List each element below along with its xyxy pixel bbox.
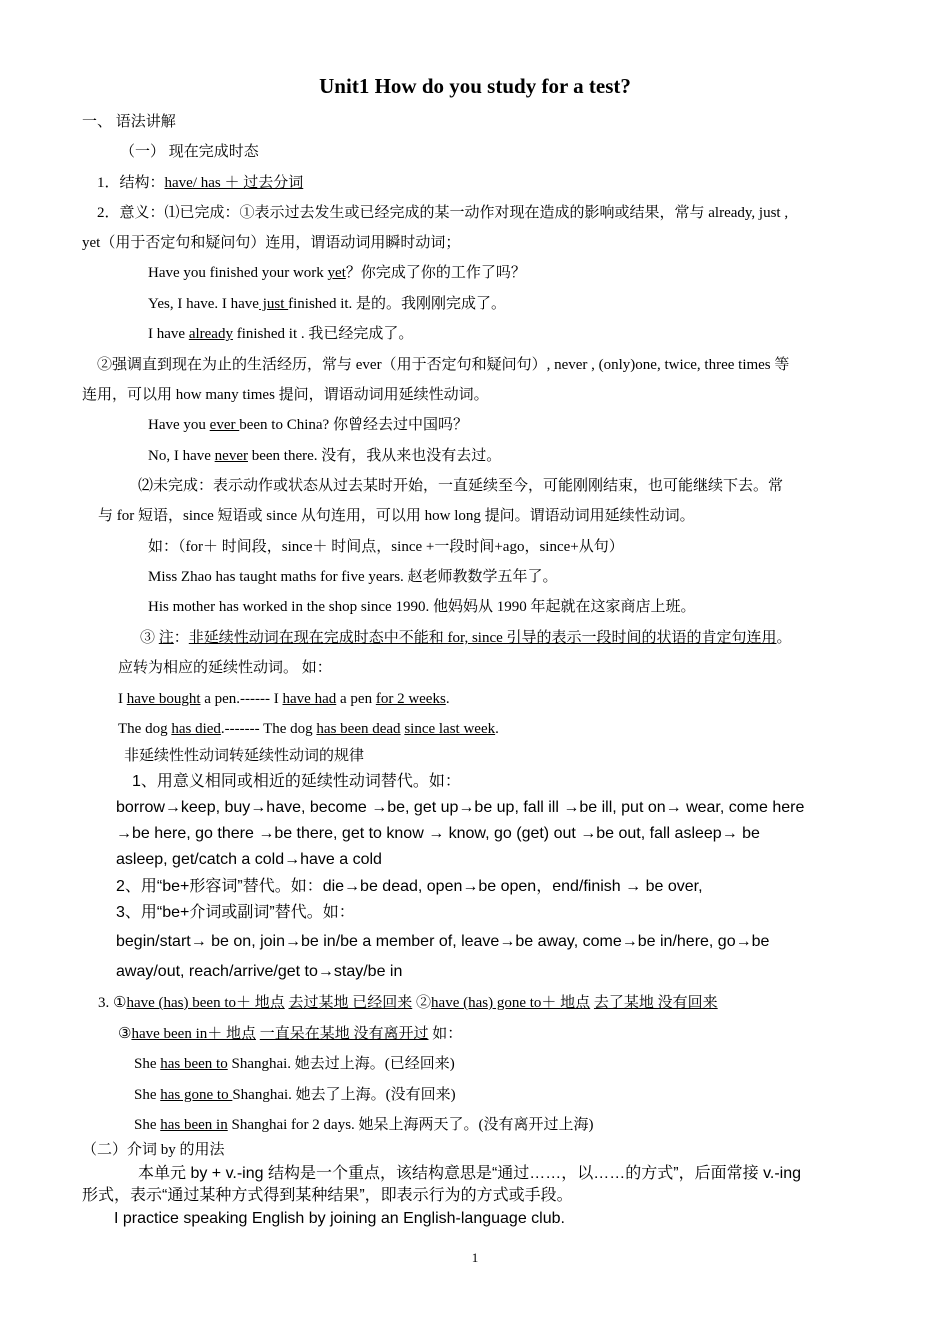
- example-line: [148, 263, 526, 283]
- text-run: Have you: [148, 417, 210, 433]
- text-run: （二）介词 by 的用法: [82, 1142, 225, 1158]
- text-run: a pen.------ I: [200, 691, 283, 707]
- underlined-term: has been dead: [316, 721, 401, 737]
- text-line: [138, 1164, 801, 1184]
- text-run: been there. 没有，我从来也没有去过。: [247, 448, 502, 464]
- text-line: [138, 476, 783, 496]
- rule-line: [116, 824, 760, 844]
- text-run: 2、用“be+形容词”替代。如：die→be dead, open→be open，end/finish → be over,: [116, 878, 703, 895]
- example-line: [148, 294, 506, 314]
- example-line: [148, 415, 468, 435]
- underlined-term: have/ has ＋ 过去分词: [164, 175, 304, 191]
- underlined-term: 去了某地 没有回来: [593, 995, 718, 1011]
- text-run: a pen: [336, 691, 376, 707]
- text-run: No, I have: [148, 448, 215, 464]
- text-line: [118, 1024, 462, 1044]
- underlined-term: have (has) been to＋ 地点: [126, 995, 285, 1011]
- subsection-heading-by: [82, 1140, 225, 1160]
- rule-line: [116, 798, 804, 818]
- note-line: [140, 628, 792, 648]
- text-run: ③: [118, 1026, 132, 1042]
- underlined-term: yet: [327, 265, 346, 281]
- underlined-term: since last week: [404, 721, 496, 737]
- text-line: [124, 746, 364, 766]
- underlined-term: just: [258, 296, 289, 312]
- text-run: →be here, go there →be there, get to know → know, go (get) out →be out, fall asleep→ be: [116, 825, 760, 842]
- underlined-term: 去过某地 已经回来: [288, 995, 413, 1011]
- text-line: [98, 506, 695, 526]
- example-line: [134, 1085, 456, 1105]
- example-line: [148, 567, 558, 587]
- text-run: Miss Zhao has taught maths for five years. 赵老师教数学五年了。: [148, 569, 558, 585]
- text-run: 连用，可以用 how many times 提问，谓语动词用延续性动词。: [82, 387, 489, 403]
- text-line: [82, 385, 489, 405]
- text-run: 非延续性性动词转延续性动词的规律: [124, 748, 365, 764]
- rule-line: [116, 932, 769, 952]
- text-run: borrow→keep, buy→have, become →be, get up→be up, fall ill →be ill, put on→ wear, come here: [116, 799, 805, 816]
- rule-line: [132, 772, 461, 792]
- text-run: 3. ①: [98, 995, 127, 1011]
- underlined-term: never: [214, 448, 248, 464]
- text-run: asleep, get/catch a cold→have a cold: [116, 851, 382, 868]
- text-run: Shanghai for 2 days. 她呆上海两天了。(没有离开过上海): [227, 1117, 594, 1133]
- underlined-term: has died: [171, 721, 221, 737]
- text-run: Have you finished your work: [148, 265, 328, 281]
- text-run: .: [445, 691, 450, 707]
- rule-line: [116, 877, 703, 897]
- text-run: ⑵未完成：表示动作或状态从过去某时开始，一直延续至今，可能刚刚结束，也可能继续下去。常: [138, 478, 784, 494]
- text-run: Yes, I have. I have: [148, 296, 259, 312]
- text-run: The dog: [118, 721, 172, 737]
- underlined-term: 一直呆在某地 没有离开过: [259, 1026, 429, 1042]
- text-run: finished it. 是的。我刚刚完成了。: [288, 296, 507, 312]
- text-run: I practice speaking English by joining an English-language club.: [114, 1210, 565, 1227]
- example-line: [134, 1115, 594, 1135]
- document-title: Unit1 How do you study for a test?: [319, 74, 631, 98]
- text-run: She: [134, 1087, 161, 1103]
- text-line: [97, 355, 789, 375]
- text-run: 1．结构：: [97, 175, 165, 191]
- example-line: [118, 689, 450, 709]
- text-line: [82, 1186, 573, 1206]
- text-run: 本单元 by + v.-ing 结构是一个重点，该结构意思是“通过……，以……的方式”，后面常接 v.-ing: [138, 1165, 802, 1182]
- underlined-term: 注: [158, 630, 174, 646]
- example-line: [148, 597, 695, 617]
- text-run: Shanghai. 她去过上海。(已经回来): [227, 1056, 455, 1072]
- text-run: ：: [173, 630, 189, 646]
- text-run: 。: [776, 630, 792, 646]
- subsection-heading-present-perfect: [120, 142, 259, 162]
- text-line: [97, 203, 788, 223]
- text-line: [97, 173, 303, 193]
- example-line: [134, 1054, 455, 1074]
- underlined-term: has been to: [160, 1056, 228, 1072]
- text-run: She: [134, 1117, 161, 1133]
- text-run: She: [134, 1056, 161, 1072]
- underlined-term: already: [188, 326, 233, 342]
- text-run: 应转为相应的延续性动词。 如：: [118, 660, 332, 676]
- text-run: 一、 语法讲解: [82, 114, 176, 130]
- text-line: [148, 537, 624, 557]
- underlined-term: have bought: [126, 691, 201, 707]
- example-line: [118, 719, 499, 739]
- text-run: Shanghai. 她去了上海。(没有回来): [232, 1087, 456, 1103]
- example-line: [148, 324, 413, 344]
- underlined-term: have (has) gone to＋ 地点: [431, 995, 591, 1011]
- text-run: I: [118, 691, 127, 707]
- underlined-term: has been in: [160, 1117, 228, 1133]
- text-run: finished it . 我已经完成了。: [232, 326, 414, 342]
- text-run: His mother has worked in the shop since 1990. 他妈妈从 1990 年起就在这家商店上班。: [148, 599, 696, 615]
- text-run: begin/start→ be on, join→be in/be a member of, leave→be away, come→be in/here, go→be: [116, 933, 770, 950]
- text-run: .: [495, 721, 499, 737]
- example-line: [114, 1209, 565, 1229]
- text-line: [118, 658, 332, 678]
- text-run: ？你完成了你的工作了吗？: [345, 265, 526, 281]
- text-line: [98, 993, 718, 1013]
- underlined-term: ever: [209, 417, 240, 433]
- rule-line: [116, 962, 402, 982]
- underlined-term: have been in＋ 地点: [131, 1026, 257, 1042]
- text-run: 1、用意义相同或相近的延续性动词替代。如：: [132, 773, 461, 790]
- underlined-term: for 2 weeks: [375, 691, 446, 707]
- text-run: ②: [412, 995, 432, 1011]
- text-run: been to China? 你曾经去过中国吗？: [239, 417, 468, 433]
- text-run: 3、用“be+介词或副词”替代。如：: [116, 904, 355, 921]
- section-heading-grammar: [82, 112, 176, 132]
- underlined-term: 非延续性动词在现在完成时态中不能和 for, since 引导的表示一段时间的状语的肯定句连用: [188, 630, 777, 646]
- text-run: I have: [148, 326, 189, 342]
- page-number: 1: [471, 1250, 479, 1265]
- text-run: 如：（for＋ 时间段，since＋ 时间点，since +一段时间+ago，since+从句）: [148, 539, 624, 555]
- rule-line: [116, 850, 382, 870]
- text-line: [82, 233, 460, 253]
- text-run: away/out, reach/arrive/get to→stay/be in: [116, 963, 403, 980]
- text-run: ③: [140, 630, 159, 646]
- text-run: .------- The dog: [220, 721, 317, 737]
- example-line: [148, 446, 501, 466]
- underlined-term: have had: [282, 691, 337, 707]
- text-run: ②强调直到现在为止的生活经历，常与 ever（用于否定句和疑问句）, never , (only)one, twice, three times 等: [97, 357, 790, 373]
- text-run: 形式，表示“通过某种方式得到某种结果”，即表示行为的方式或手段。: [82, 1187, 573, 1204]
- text-run: （一） 现在完成时态: [120, 144, 259, 160]
- text-run: 2．意义：⑴已完成：①表示过去发生或已经完成的某一动作对现在造成的影响或结果，常与 already, just ,: [97, 205, 789, 221]
- text-run: 如：: [428, 1026, 463, 1042]
- underlined-term: has gone to: [160, 1087, 233, 1103]
- rule-line: [116, 903, 355, 923]
- text-run: 与 for 短语，since 短语或 since 从句连用，可以用 how long 提问。谓语动词用延续性动词。: [98, 508, 695, 524]
- text-run: yet（用于否定句和疑问句）连用，谓语动词用瞬时动词；: [82, 235, 461, 251]
